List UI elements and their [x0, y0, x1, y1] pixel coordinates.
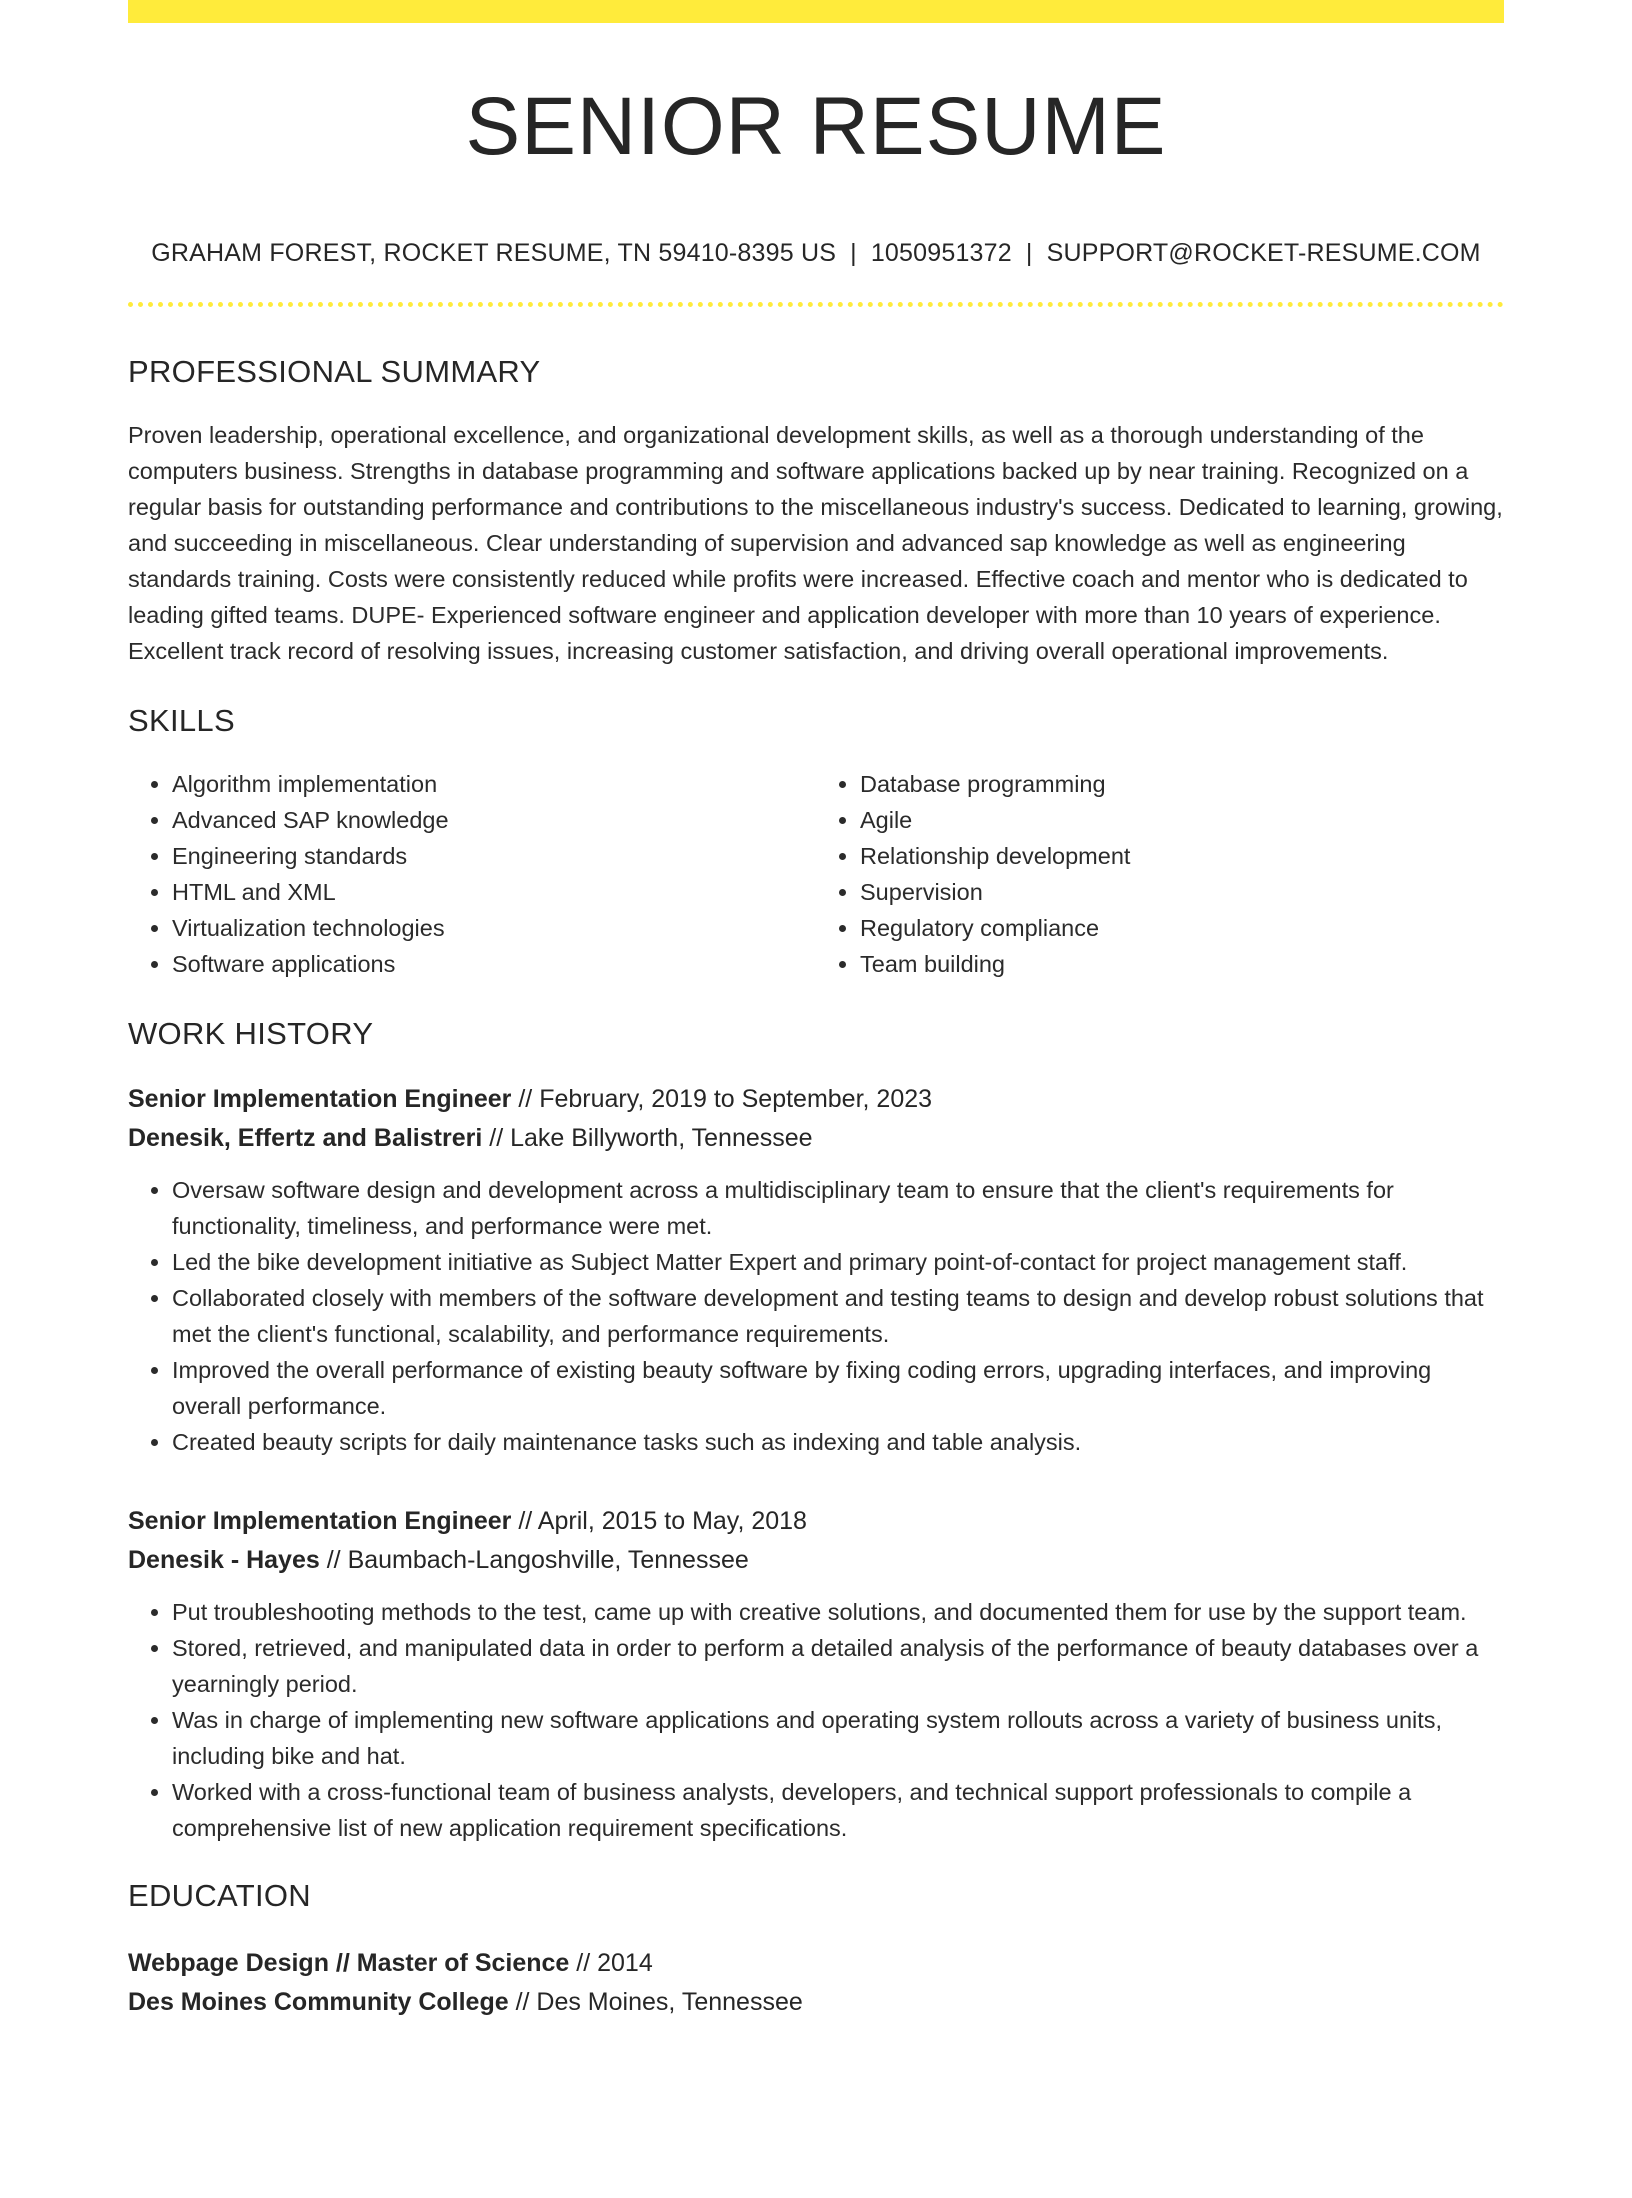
job-bullet: • Oversaw software design and development across a multidisciplinary team to ensure that the client's requirements for functionality, timeliness, and performance were met.	[172, 1172, 1504, 1244]
education-degree-line	[128, 1944, 1504, 1983]
dotted-divider	[128, 302, 1504, 307]
skill-item: • Relationship development	[860, 838, 1504, 874]
skill-item: • Engineering standards	[172, 838, 816, 874]
accent-bar	[128, 0, 1504, 23]
skills-column-right	[816, 766, 1504, 982]
contact-separator: |	[850, 239, 857, 267]
skill-item: • Team building	[860, 946, 1504, 982]
skills-heading: SKILLS	[128, 703, 235, 738]
job-title-line	[128, 1502, 1504, 1541]
job-company: Denesik, Effertz and Balistreri	[128, 1124, 483, 1152]
education-year: // 2014	[569, 1949, 653, 1977]
job-bullet: • Worked with a cross-functional team of business analysts, developers, and technical support professionals to compile a comprehensive list of new application requirement specifications.	[172, 1774, 1504, 1846]
job-bullets	[128, 1594, 1504, 1846]
job-title: Senior Implementation Engineer	[128, 1507, 512, 1535]
job-bullet: • Created beauty scripts for daily maintenance tasks such as indexing and table analysis.	[172, 1424, 1504, 1460]
education-degree: Webpage Design // Master of Science	[128, 1949, 570, 1977]
resume-title: SENIOR RESUME	[465, 81, 1167, 172]
job-dates: // February, 2019 to September, 2023	[511, 1085, 933, 1113]
contact-separator: |	[1025, 239, 1033, 267]
job-title-line	[128, 1080, 1504, 1119]
skill-item: • Database programming	[860, 766, 1504, 802]
job-location: // Lake Billyworth, Tennessee	[482, 1124, 813, 1152]
job-bullet: • Stored, retrieved, and manipulated data in order to perform a detailed analysis of the performance of beauty databases over a yearningly period.	[172, 1630, 1504, 1702]
skill-item: • Virtualization technologies	[172, 910, 816, 946]
job-bullet: • Led the bike development initiative as Subject Matter Expert and primary point-of-contact for project management staff.	[172, 1244, 1504, 1280]
skills-column-left	[128, 766, 816, 982]
job-bullet: • Was in charge of implementing new software applications and operating system rollouts across a variety of business units, including bike and hat.	[172, 1702, 1504, 1774]
job-dates: // April, 2015 to May, 2018	[511, 1507, 807, 1535]
job-entry	[128, 1502, 1504, 1846]
contact-address: GRAHAM FOREST, ROCKET RESUME, TN 59410-8395 US	[151, 239, 837, 267]
job-company: Denesik - Hayes	[128, 1546, 320, 1574]
skill-item: • Supervision	[860, 874, 1504, 910]
skill-item: • Advanced SAP knowledge	[172, 802, 816, 838]
contact-email: SUPPORT@ROCKET-RESUME.COM	[1046, 239, 1481, 267]
contact-line	[128, 239, 1504, 268]
education-school: Des Moines Community College	[128, 1988, 509, 2016]
job-company-line	[128, 1541, 1504, 1580]
job-company-line	[128, 1119, 1504, 1158]
skill-item: • Software applications	[172, 946, 816, 982]
work-history-heading: WORK HISTORY	[128, 1016, 374, 1051]
summary-text: Proven leadership, operational excellence, and organizational development skills, as well as a thorough understanding of the computers business. Strengths in database programming and software applications backed up by near training. Recognized on a regular basis for outstanding performance and contributions to the miscellaneous industry's success. Dedicated to learning, growing, and succeeding in miscellaneous. Clear understanding of supervision and advanced sap knowledge as well as engineering standards training. Costs were consistently reduced while profits were increased. Effective coach and mentor who is dedicated to leading gifted teams. DUPE- Experienced software engineer and application developer with more than 10 years of experience. Excellent track record of resolving issues, increasing customer satisfaction, and driving overall operational improvements.	[128, 422, 1503, 664]
job-bullets	[128, 1172, 1504, 1460]
skill-item: • HTML and XML	[172, 874, 816, 910]
skill-item: • Agile	[860, 802, 1504, 838]
job-entry	[128, 1080, 1504, 1460]
skills-list	[128, 766, 1504, 982]
job-bullet: • Improved the overall performance of existing beauty software by fixing coding errors, upgrading interfaces, and improving overall performance.	[172, 1352, 1504, 1424]
education-school-line	[128, 1983, 1504, 2022]
skill-item: • Regulatory compliance	[860, 910, 1504, 946]
summary-heading: PROFESSIONAL SUMMARY	[128, 354, 541, 389]
skill-item: • Algorithm implementation	[172, 766, 816, 802]
job-bullet: • Put troubleshooting methods to the test, came up with creative solutions, and documented them for use by the support team.	[172, 1594, 1504, 1630]
job-bullet: • Collaborated closely with members of the software development and testing teams to design and develop robust solutions that met the client's functional, scalability, and performance requirements.	[172, 1280, 1504, 1352]
job-location: // Baumbach-Langoshville, Tennessee	[319, 1546, 749, 1574]
resume-page	[0, 81, 1632, 2198]
contact-phone: 1050951372	[870, 239, 1012, 267]
job-title: Senior Implementation Engineer	[128, 1085, 512, 1113]
education-entry	[128, 1944, 1504, 2022]
education-heading: EDUCATION	[128, 1878, 311, 1913]
education-location: // Des Moines, Tennessee	[508, 1988, 803, 2016]
